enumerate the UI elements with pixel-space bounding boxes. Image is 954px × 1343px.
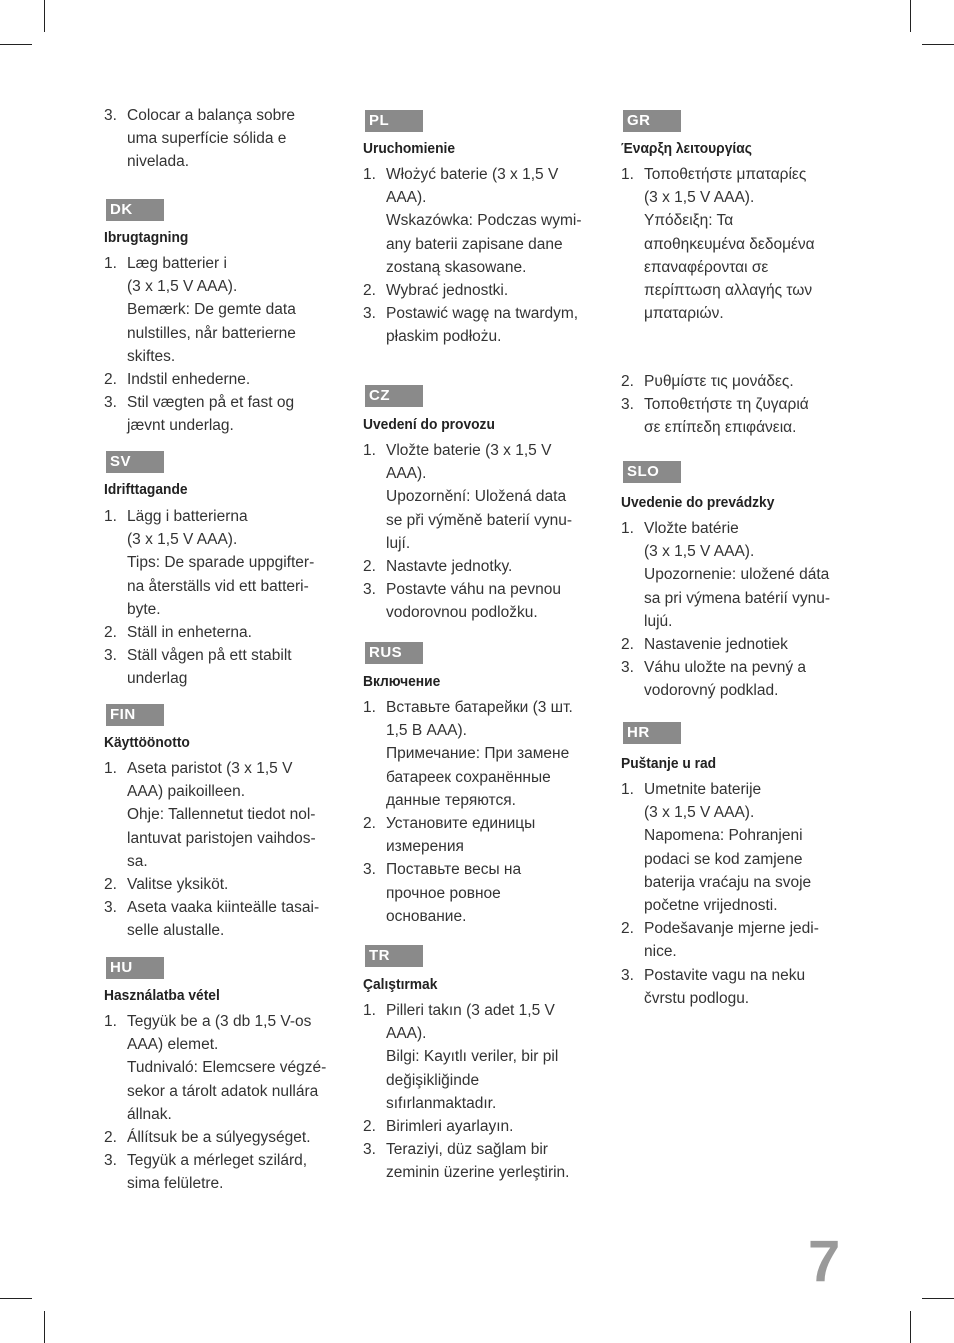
step-text-line: uma superfície sólida e (127, 130, 287, 148)
step-text-line: jævnt underlag. (127, 417, 234, 435)
step-number: 3. (104, 647, 117, 665)
step-text-line: Umetnite baterije (644, 781, 762, 798)
list-item (104, 757, 336, 873)
list-item (621, 633, 853, 656)
list-item (104, 505, 336, 621)
step-text-line: Ställ in enheterna. (127, 624, 252, 642)
step-text-line: Tegyük a mérleget szilárd, (127, 1152, 308, 1170)
step-number: 2. (363, 1118, 376, 1136)
step-number: 2. (363, 558, 376, 576)
step-number: 1. (621, 520, 634, 537)
step-text-line: byte. (127, 600, 161, 618)
step-text-line: Podešavanje mjerne jedi- (644, 920, 819, 938)
instruction-list (363, 439, 595, 625)
crop-mark (44, 1311, 45, 1343)
step-text-line: Indstil enhederne. (127, 371, 251, 389)
step-text-line: (3 x 1,5 V AAA). (127, 278, 238, 296)
list-item (621, 917, 853, 963)
step-text-line: Læg batterier i (127, 255, 227, 272)
list-item (363, 439, 595, 555)
language-badge: FIN (106, 704, 164, 726)
step-number: 1. (621, 781, 634, 798)
instruction-list (104, 1010, 336, 1196)
step-text-line: Wskazówka: Podczas wymi- (386, 212, 582, 230)
list-item (363, 1138, 595, 1184)
step-text-line: Pilleri takın (3 adet 1,5 V (386, 1002, 555, 1019)
step-text-line: Вставьте батарейки (3 шт. (386, 699, 573, 716)
list-item (363, 812, 595, 858)
step-text-line: Állítsuk be a súlyegységet. (127, 1129, 311, 1147)
section-heading: Έναρξη λειτουργίας (621, 140, 752, 157)
step-number: 1. (363, 442, 376, 459)
section-heading: Uvedení do provozu (363, 416, 495, 433)
step-text-line: nulstilles, når batterierne (127, 324, 296, 342)
list-item (104, 896, 336, 942)
step-text-line: Postavite vagu na neku (644, 966, 806, 984)
step-text-line: nivelada. (127, 153, 190, 171)
step-text-line: Birimleri ayarlayın. (386, 1118, 514, 1136)
list-item (621, 370, 853, 393)
step-text-line: Postawić wagę na twardym, (386, 305, 579, 323)
step-text-line: Włożyć baterie (3 x 1,5 V (386, 166, 559, 183)
step-text-line: прочное ровное (386, 884, 501, 902)
instruction-list (363, 163, 595, 349)
step-text-line: sekor a tárolt adatok nullára (127, 1082, 319, 1100)
step-text-line: (3 x 1,5 V AAA). (644, 804, 755, 822)
step-number: 2. (621, 373, 634, 390)
section-heading: Включение (363, 673, 441, 690)
step-number: 3. (104, 1152, 117, 1170)
step-text-line: Aseta paristot (3 x 1,5 V (127, 760, 293, 777)
step-number: 2. (104, 1129, 117, 1147)
step-text-line: AAA). (386, 189, 427, 207)
step-text-line: Bemærk: De gemte data (127, 301, 296, 319)
list-item (363, 858, 595, 928)
step-number: 3. (621, 966, 634, 984)
step-text-line: lují. (386, 534, 411, 552)
step-text-line: 1,5 В AAA). (386, 722, 467, 740)
step-text-line: Τοποθετήστε μπαταρίες (644, 166, 807, 183)
step-text-line: değişikliğinde (386, 1071, 480, 1089)
language-badge: HU (106, 957, 164, 979)
language-badge: TR (365, 945, 423, 967)
step-text-line: sa pri výmena batérií vynu- (644, 589, 831, 607)
step-text-line: állnak. (127, 1105, 172, 1123)
step-text-line: Nastavenie jednotiek (644, 636, 788, 654)
instruction-list (621, 370, 853, 440)
step-text-line: Примечание: При замене (386, 745, 570, 763)
section-heading: Puštanje u rad (621, 755, 717, 772)
step-text-line: (3 x 1,5 V AAA). (127, 531, 238, 549)
list-item (363, 696, 595, 812)
list-item (363, 555, 595, 578)
step-text-line: lujú. (644, 612, 673, 630)
crop-mark (0, 1298, 32, 1299)
section-heading: Használatba vétel (104, 987, 220, 1004)
list-item (104, 644, 336, 690)
step-text-line: AAA) paikoilleen. (127, 783, 246, 801)
step-text-line: Upozornění: Uložená data (386, 488, 567, 506)
instruction-list (363, 696, 595, 928)
step-text-line: skiftes. (127, 347, 176, 365)
step-text-line: Wybrać jednostki. (386, 282, 509, 300)
language-badge: PL (365, 110, 423, 132)
list-item (621, 778, 853, 917)
list-item (104, 252, 336, 368)
list-item (363, 163, 595, 279)
list-item (621, 393, 853, 439)
instruction-list (363, 999, 595, 1185)
crop-mark (44, 0, 45, 32)
step-text-line: lantuvat paristojen vaihdos- (127, 829, 316, 847)
list-item (363, 578, 595, 624)
step-text-line: Bilgi: Kayıtlı veriler, bir pil (386, 1048, 559, 1066)
step-text-line: vodorovnou podložku. (386, 604, 538, 622)
step-text-line: αποθηκευμένα δεδομένα (644, 235, 815, 253)
step-text-line: περίπτωση αλλαγής των (644, 282, 813, 300)
list-item (621, 163, 853, 325)
step-text-line: baterija vraćaju na svoje (644, 873, 812, 891)
step-number: 3. (363, 305, 376, 323)
step-text-line: zeminin üzerine yerleştirin. (386, 1164, 570, 1182)
list-item (104, 368, 336, 391)
step-text-line: Tips: De sparade uppgifter- (127, 554, 315, 572)
step-text-line: sa. (127, 852, 148, 870)
instruction-list (104, 505, 336, 691)
language-badge: HR (623, 722, 681, 744)
step-number: 1. (104, 1013, 117, 1030)
step-text-line: επαναφέρονται σε (644, 258, 769, 276)
step-number: 2. (621, 920, 634, 938)
step-number: 1. (363, 166, 376, 183)
list-item (363, 302, 595, 348)
instruction-list (104, 252, 336, 438)
list-item (621, 517, 853, 633)
step-text-line: Ρυθμίστε τις μονάδες. (644, 373, 794, 390)
language-badge: GR (623, 110, 681, 132)
step-text-line: Tudnivaló: Elemcsere végzé- (127, 1059, 327, 1077)
step-text-line: čvrstu podlogu. (644, 989, 750, 1007)
crop-mark (922, 1298, 954, 1299)
section-heading: Uruchomienie (363, 140, 456, 157)
step-number: 3. (363, 1141, 376, 1159)
crop-mark (910, 0, 911, 32)
instruction-list (104, 104, 336, 174)
step-text-line: selle alustalle. (127, 922, 225, 940)
step-text-line: underlag (127, 670, 188, 688)
crop-mark (922, 44, 954, 45)
list-item (104, 1149, 336, 1195)
step-text-line: Váhu uložte na pevný a (644, 659, 807, 677)
instruction-list (621, 517, 853, 703)
step-number: 3. (621, 659, 634, 677)
section-heading: Ibrugtagning (104, 229, 189, 246)
list-item (621, 656, 853, 702)
step-text-line: početne vrijednosti. (644, 897, 778, 915)
step-text-line: Ohje: Tallennetut tiedot nol- (127, 806, 316, 824)
step-number: 1. (104, 760, 117, 777)
step-number: 1. (104, 508, 117, 525)
list-item (363, 999, 595, 1115)
step-text-line: Stil vægten på et fast og (127, 394, 295, 412)
step-text-line: podaci se kod zamjene (644, 850, 803, 868)
step-text-line: μπαταριών. (644, 305, 724, 323)
list-item (104, 391, 336, 437)
step-number: 3. (104, 394, 117, 412)
step-text-line: Teraziyi, düz sağlam bir (386, 1141, 548, 1159)
step-number: 2. (363, 815, 376, 833)
step-number: 3. (104, 899, 117, 917)
language-badge: RUS (365, 642, 423, 664)
step-text-line: Υπόδειξη: Τα (644, 212, 734, 230)
step-text-line: vodorovný podklad. (644, 682, 779, 700)
step-text-line: основание. (386, 907, 467, 925)
step-number: 2. (104, 371, 117, 389)
step-text-line: Vložte batérie (644, 520, 739, 537)
step-text-line: sıfırlanmaktadır. (386, 1094, 497, 1112)
step-text-line: Napomena: Pohranjeni (644, 827, 803, 845)
page-number: 7 (808, 1229, 841, 1294)
step-number: 1. (363, 1002, 376, 1019)
list-item (363, 279, 595, 302)
list-item (363, 1115, 595, 1138)
step-text-line: sima felületre. (127, 1175, 224, 1193)
step-text-line: Установите единицы (386, 815, 536, 833)
step-text-line: na återställs vid ett batteri- (127, 577, 309, 595)
step-text-line: AAA). (386, 465, 427, 483)
step-text-line: Tegyük be a (3 db 1,5 V-os (127, 1013, 312, 1030)
step-text-line: измерения (386, 838, 464, 856)
list-item (621, 964, 853, 1010)
language-badge: SLO (623, 461, 681, 483)
step-text-line: Upozornenie: uložené dáta (644, 566, 830, 584)
instruction-list (621, 778, 853, 1010)
crop-mark (0, 44, 32, 45)
step-number: 2. (363, 282, 376, 300)
step-text-line: płaskim podłożu. (386, 328, 502, 346)
step-number: 3. (621, 396, 634, 414)
list-item (104, 1126, 336, 1149)
step-text-line: (3 x 1,5 V AAA). (644, 543, 755, 561)
step-text-line: Valitse yksiköt. (127, 876, 229, 894)
step-text-line: батареек сохранённые (386, 768, 551, 786)
section-heading: Idrifttagande (104, 481, 188, 498)
step-text-line: any baterii zapisane dane (386, 235, 563, 253)
list-item (104, 104, 336, 174)
list-item (104, 1010, 336, 1126)
step-number: 1. (621, 166, 634, 183)
section-heading: Käyttöönotto (104, 734, 190, 751)
step-text-line: zostaną skasowane. (386, 258, 527, 276)
step-number: 1. (104, 255, 117, 272)
language-badge: DK (106, 199, 164, 221)
step-text-line: Поставьте весы на (386, 861, 522, 879)
section-heading: Çalıştırmak (363, 976, 438, 993)
step-number: 3. (104, 107, 117, 124)
step-text-line: Colocar a balança sobre (127, 107, 296, 124)
step-number: 2. (104, 624, 117, 642)
step-text-line: данные теряются. (386, 791, 516, 809)
instruction-list (621, 163, 853, 325)
step-number: 3. (363, 581, 376, 599)
step-text-line: Aseta vaaka kiinteälle tasai- (127, 899, 320, 917)
list-item (104, 621, 336, 644)
step-text-line: AAA). (386, 1025, 427, 1043)
instruction-list (104, 757, 336, 943)
step-text-line: (3 x 1,5 V AAA). (644, 189, 755, 207)
step-text-line: Lägg i batterierna (127, 508, 248, 525)
step-text-line: Nastavte jednotky. (386, 558, 513, 576)
step-text-line: Postavte váhu na pevnou (386, 581, 561, 599)
step-number: 3. (363, 861, 376, 879)
section-heading: Uvedenie do prevádzky (621, 494, 775, 511)
step-text-line: σε επίπεδη επιφάνεια. (644, 419, 797, 437)
language-badge: CZ (365, 385, 423, 407)
step-text-line: se při výměně baterií vynu- (386, 511, 573, 529)
crop-mark (910, 1311, 911, 1343)
step-text-line: nice. (644, 943, 677, 961)
list-item (104, 873, 336, 896)
step-text-line: Τοποθετήστε τη ζυγαριά (644, 396, 809, 414)
step-number: 2. (104, 876, 117, 894)
language-badge: SV (106, 451, 164, 473)
step-text-line: Ställ vågen på ett stabilt (127, 647, 292, 665)
step-text-line: AAA) elemet. (127, 1036, 219, 1054)
step-text-line: Vložte baterie (3 x 1,5 V (386, 442, 552, 459)
step-number: 1. (363, 699, 376, 716)
step-number: 2. (621, 636, 634, 654)
